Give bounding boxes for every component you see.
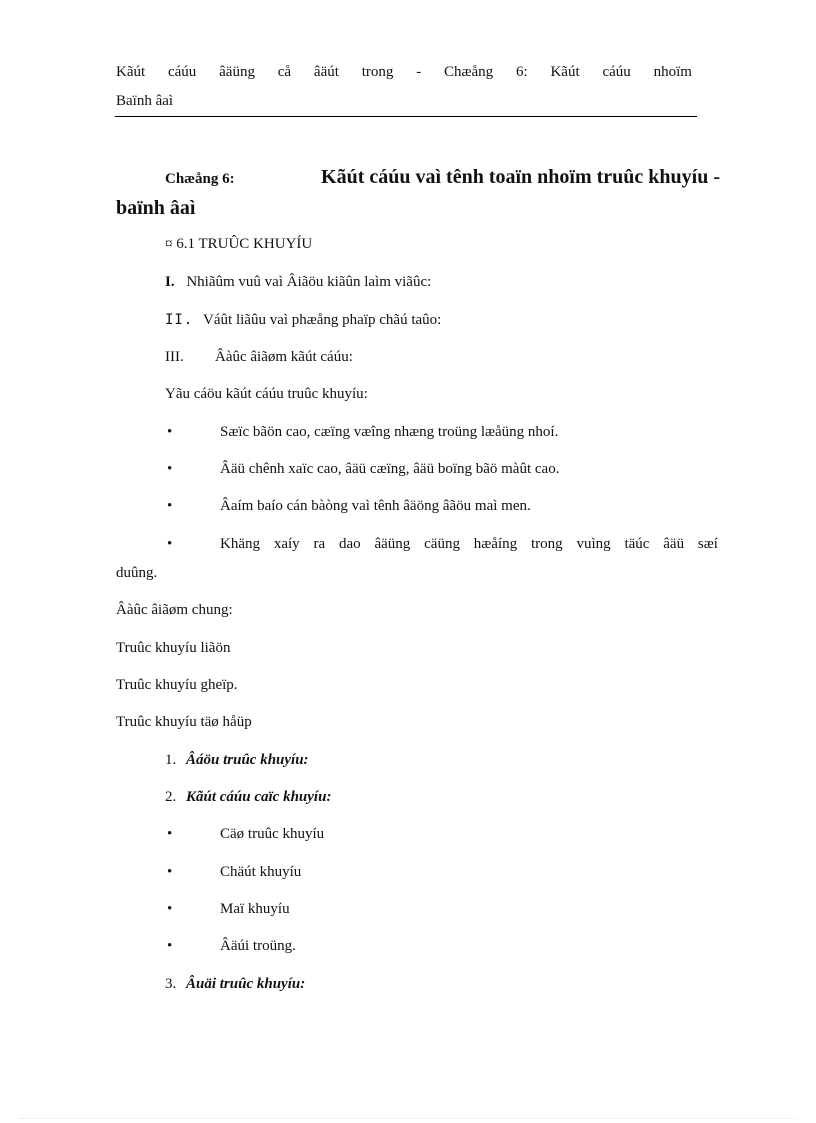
crankshaft-type-3: Truûc khuyíu täø håüp — [116, 714, 252, 730]
req4-w1: Khäng — [220, 536, 260, 552]
req4-w11: âäü — [663, 536, 685, 552]
numbered-2 — [165, 789, 331, 806]
bullet-icon: • — [167, 864, 173, 880]
page-bottom-border — [20, 1118, 796, 1119]
item-ii-text: Váût liãûu vaì phæång phaïp chãú taûo: — [203, 312, 442, 328]
header-w7: - — [416, 64, 422, 80]
crankshaft-type-2: Truûc khuyíu gheïp. — [116, 677, 238, 693]
running-header-line1 — [116, 64, 692, 81]
crank-part-1: Cäø truûc khuyíu — [220, 826, 325, 842]
bullet-icon: • — [167, 461, 173, 477]
requirement-1: Sæïc bãön cao, cæïng væîng nhæng troüng læåüng nhoí. — [220, 424, 559, 440]
requirement-3: Âaím baío cán bàòng vaì tênh âäöng âãöu maì men. — [220, 498, 531, 514]
crank-part-4: Âäúi troüng. — [220, 938, 296, 954]
req4-w12: sæí — [697, 536, 718, 552]
item-i-text: Nhiãûm vuû vaì Âiãöu kiãûn laìm viãûc: — [186, 274, 432, 290]
requirements-title: Yãu cáöu kãút cáúu truûc khuyíu: — [165, 386, 368, 402]
req4-w9: vuìng — [576, 536, 611, 552]
chapter-title — [165, 166, 720, 189]
numbered-2-number: 2. — [165, 789, 177, 805]
requirement-4 — [220, 536, 718, 553]
bullet-icon: • — [167, 498, 173, 514]
crank-part-2: Chäút khuyíu — [220, 864, 302, 880]
item-iii-number: III. — [165, 349, 184, 365]
chapter-label: Chæång 6: — [165, 171, 235, 187]
item-i-number: I. — [165, 274, 175, 290]
numbered-2-text: Kãút cáúu caïc khuyíu: — [186, 789, 332, 805]
bullet-icon: • — [167, 901, 173, 917]
numbered-3-text: Âuäi truûc khuyíu: — [186, 976, 306, 992]
req4-w10: täúc — [624, 536, 650, 552]
crankshaft-type-1: Truûc khuyíu liãön — [116, 640, 231, 656]
req4-w8: trong — [530, 536, 563, 552]
numbered-1-text: Âáöu truûc khuyíu: — [186, 752, 309, 768]
header-w6: trong — [361, 64, 394, 80]
general-title: Âàûc âiãøm chung: — [116, 602, 233, 618]
header-w3: âäüng — [219, 64, 255, 80]
header-rule — [115, 116, 697, 117]
item-ii — [165, 312, 441, 329]
header-w11: cáúu — [602, 64, 631, 80]
chapter-title-part2: baïnh âaì — [116, 197, 196, 219]
crank-part-3: Maï khuyíu — [220, 901, 290, 917]
item-ii-number: II. — [165, 312, 194, 328]
running-header-line2: Baïnh âaì — [116, 93, 174, 109]
req4-w3: ra — [313, 536, 326, 552]
bullet-icon: • — [167, 424, 173, 440]
requirement-2: Âäü chênh xaïc cao, âäü cæïng, âäü boïng bãö màût cao. — [220, 461, 560, 477]
item-i — [165, 274, 431, 291]
req4-w4: dao — [338, 536, 361, 552]
bullet-icon: • — [167, 938, 173, 954]
header-w8: Chæång — [444, 64, 494, 80]
header-w10: Kãút — [550, 64, 580, 80]
req4-w2: xaíy — [273, 536, 300, 552]
numbered-3-number: 3. — [165, 976, 177, 992]
bullet-icon: • — [167, 826, 173, 842]
bullet-icon: • — [167, 536, 173, 552]
header-w9: 6: — [515, 64, 528, 80]
header-w1: Kãút — [116, 64, 146, 80]
chapter-title-part1: Kãút cáúu vaì tênh toaïn nhoïm truûc khuyíu - — [321, 166, 720, 188]
header-w12: nhoïm — [653, 64, 692, 80]
header-w4: cå — [277, 64, 292, 80]
req4-w6: cäüng — [424, 536, 460, 552]
numbered-1-number: 1. — [165, 752, 177, 768]
section-heading: ¤ 6.1 TRUÛC KHUYÍU — [165, 236, 313, 252]
item-iii-text: Âàûc âiãøm kãút cáúu: — [215, 349, 353, 365]
header-w2: cáúu — [167, 64, 197, 80]
numbered-1 — [165, 752, 309, 769]
requirement-4-continuation: duûng. — [116, 565, 158, 581]
req4-w7: hæåíng — [473, 536, 518, 552]
req4-w5: âäüng — [374, 536, 411, 552]
header-w5: âäút — [313, 64, 339, 80]
numbered-3 — [165, 976, 305, 993]
